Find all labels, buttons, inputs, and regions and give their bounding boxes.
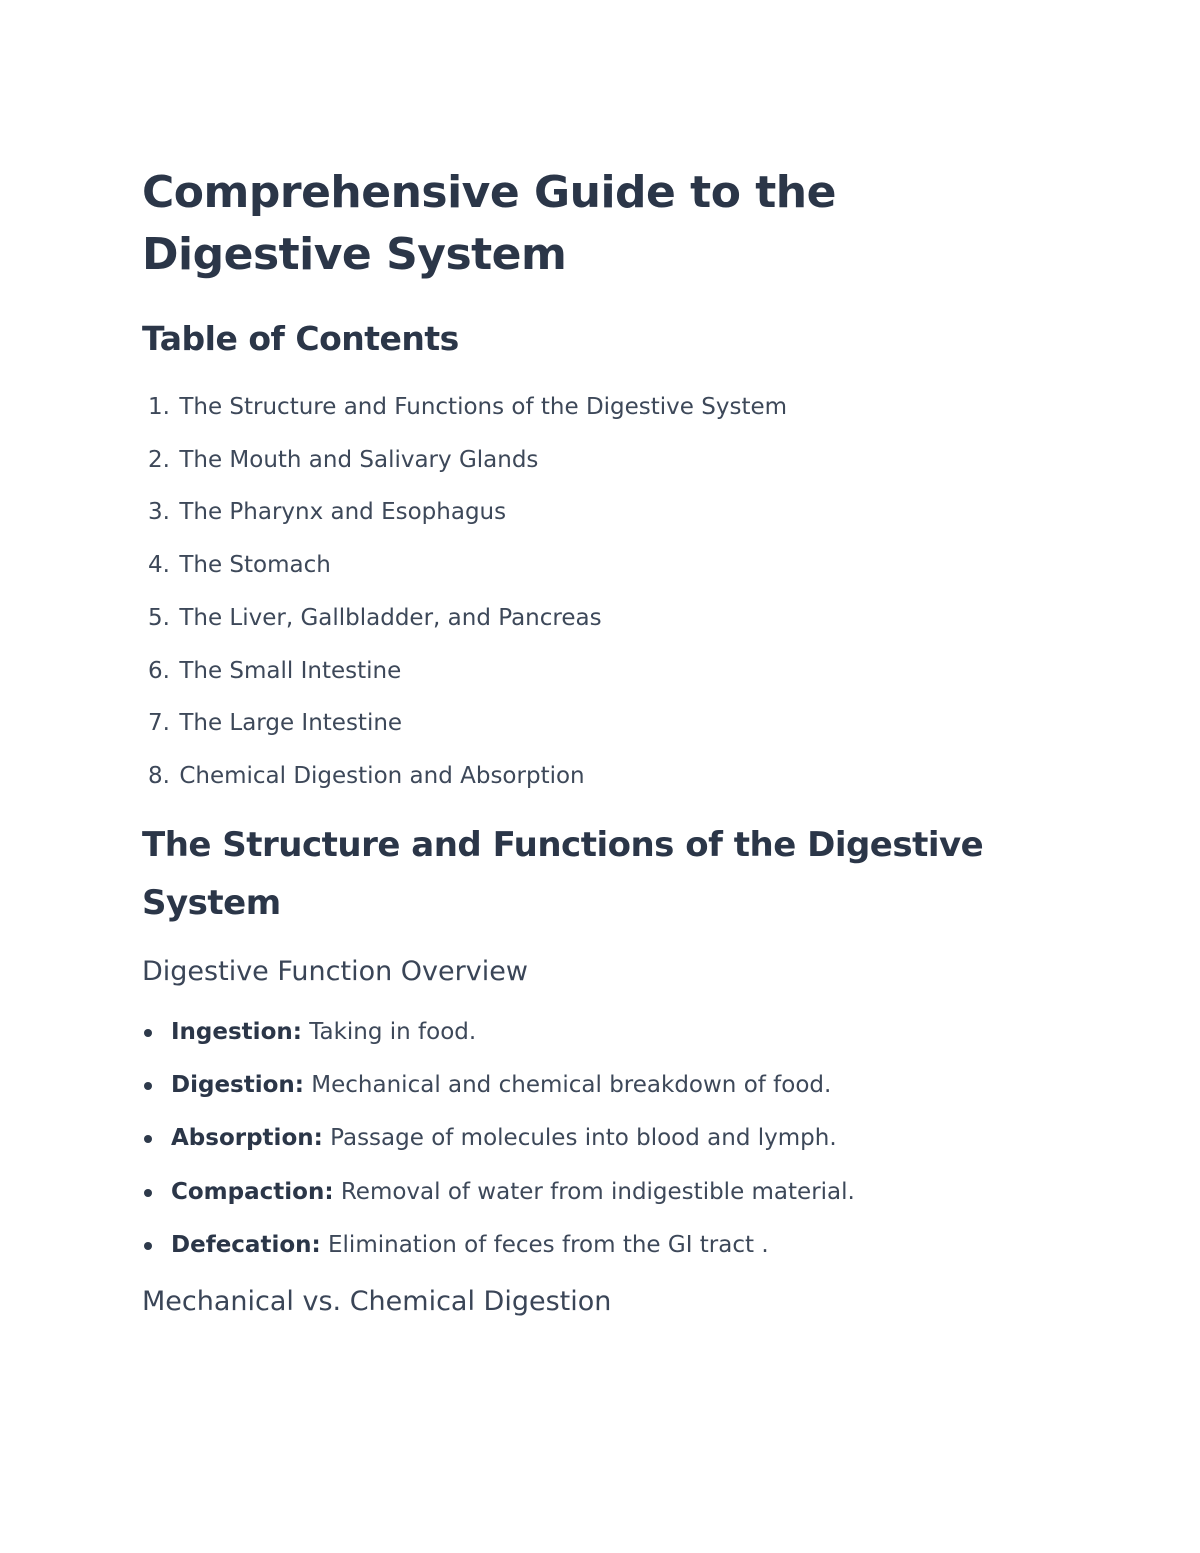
toc-item-number: 3. [148, 499, 170, 526]
toc-item-number: 8. [148, 762, 170, 789]
toc-item [142, 750, 787, 803]
toc-item [142, 539, 787, 592]
toc-item-label: The Pharynx and Esophagus [179, 499, 507, 526]
toc-item-number: 2. [148, 446, 170, 473]
toc-item [142, 592, 787, 645]
toc-item-label: The Mouth and Salivary Glands [179, 446, 539, 473]
list-item-text: Taking in food. [301, 1019, 477, 1045]
subsection-heading-overview: Digestive Function Overview [142, 956, 528, 987]
subsection-heading-mechanical-chemical: Mechanical vs. Chemical Digestion [142, 1286, 612, 1317]
toc-item-label: The Large Intestine [179, 710, 403, 737]
bullet-dot-icon [144, 1242, 152, 1250]
toc-item-label: The Liver, Gallbladder, and Pancreas [179, 604, 602, 631]
toc-item-number: 6. [148, 657, 170, 684]
bullet-dot-icon [144, 1082, 152, 1090]
toc-item-label: The Structure and Functions of the Digestive System [179, 394, 788, 420]
list-item-text: Elimination of feces from the GI tract . [320, 1231, 769, 1258]
list-item [142, 1006, 855, 1059]
toc-item [142, 486, 787, 539]
toc-item-number: 5. [148, 604, 170, 631]
toc-item [142, 434, 787, 487]
list-item-term: Absorption: [171, 1125, 323, 1152]
list-item-text: Removal of water from indigestible material. [333, 1178, 855, 1205]
toc-item-label: Chemical Digestion and Absorption [179, 762, 585, 789]
toc-list [142, 381, 787, 803]
bullet-dot-icon [144, 1135, 152, 1143]
toc-item-label: The Small Intestine [179, 657, 402, 684]
list-item [142, 1059, 855, 1112]
bullet-dot-icon [144, 1189, 152, 1197]
bullet-dot-icon [144, 1029, 152, 1037]
list-item [142, 1166, 855, 1219]
list-item-term: Digestion: [171, 1072, 304, 1099]
toc-item [142, 381, 787, 434]
toc-item-number: 1. [148, 394, 170, 420]
function-bullet-list [142, 1006, 855, 1272]
list-item-term: Defecation: [171, 1231, 321, 1258]
list-item-term: Ingestion: [171, 1019, 302, 1045]
toc-item [142, 645, 787, 698]
list-item-text: Passage of molecules into blood and lymph. [322, 1125, 837, 1152]
list-item-term: Compaction: [171, 1178, 334, 1205]
toc-item-number: 4. [148, 552, 170, 579]
toc-item-label: The Stomach [179, 552, 331, 579]
list-item-text: Mechanical and chemical breakdown of food. [303, 1072, 832, 1099]
toc-item [142, 697, 787, 750]
document-title: Comprehensive Guide to the Digestive System [142, 167, 836, 280]
list-item [142, 1219, 855, 1272]
toc-item-number: 7. [148, 710, 170, 737]
toc-heading: Table of Contents [142, 319, 459, 358]
section-heading: The Structure and Functions of the Digestive System [142, 825, 984, 923]
list-item [142, 1112, 855, 1165]
